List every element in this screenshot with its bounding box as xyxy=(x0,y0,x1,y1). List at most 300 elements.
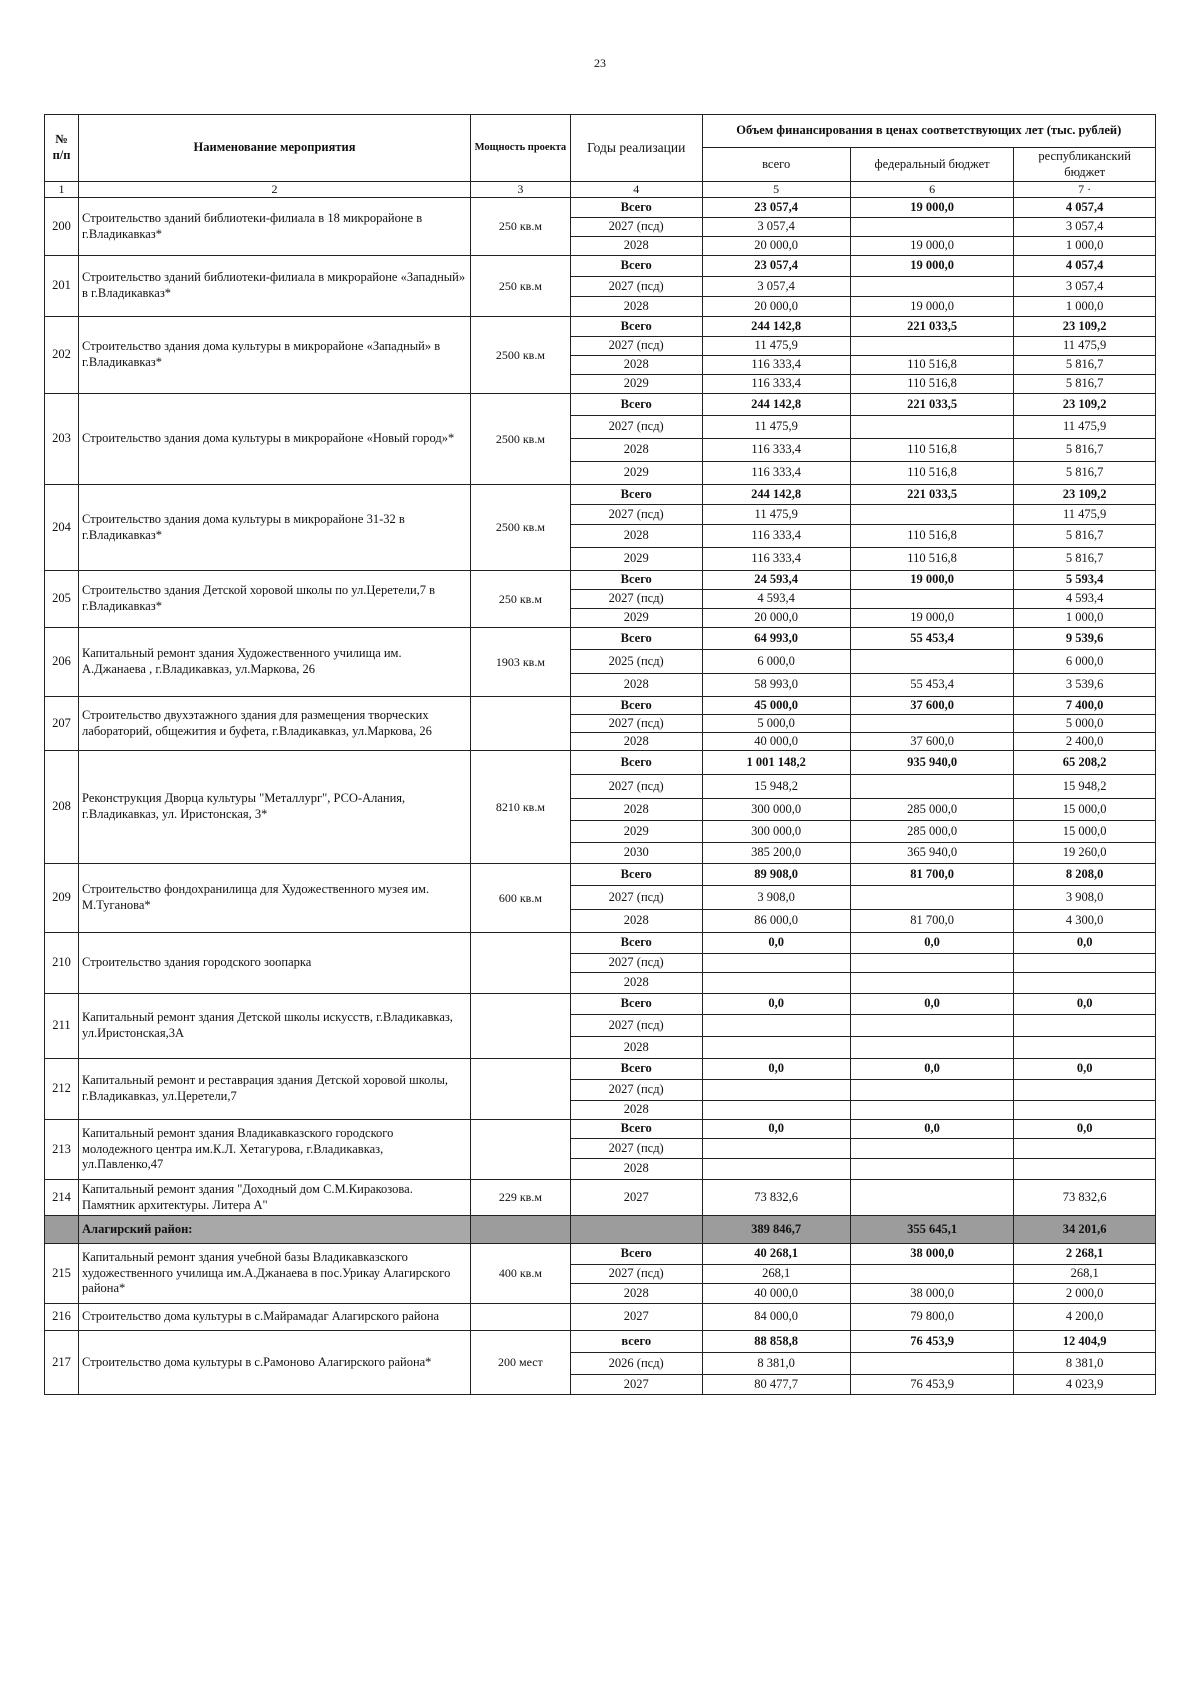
cell-total: 3 057,4 xyxy=(702,218,850,237)
table-row xyxy=(45,1059,1156,1080)
row-number: 200 xyxy=(45,198,79,256)
cell-federal xyxy=(850,416,1014,439)
cell-federal: 110 516,8 xyxy=(850,439,1014,462)
page-number: 23 xyxy=(594,56,606,70)
row-capacity: 2500 кв.м xyxy=(470,394,570,485)
row-name: Строительство здания дома культуры в микрорайоне 31-32 в г.Владикавказ* xyxy=(79,485,471,571)
cell-republic: 11 475,9 xyxy=(1014,505,1156,525)
cell-republic: 65 208,2 xyxy=(1014,751,1156,775)
cell-total: 24 593,4 xyxy=(702,571,850,590)
cell-federal xyxy=(850,1080,1014,1101)
cell-federal: 110 516,8 xyxy=(850,548,1014,571)
row-number: 211 xyxy=(45,994,79,1059)
cell-republic: 15 000,0 xyxy=(1014,799,1156,821)
table-row xyxy=(45,1304,1156,1331)
cell-federal: 37 600,0 xyxy=(850,697,1014,715)
row-capacity: 2500 кв.м xyxy=(470,485,570,571)
cell-republic: 0,0 xyxy=(1014,994,1156,1015)
cell-total: 73 832,6 xyxy=(702,1180,850,1216)
cell-republic xyxy=(1014,1080,1156,1101)
row-capacity: 250 кв.м xyxy=(470,571,570,628)
cell-federal xyxy=(850,954,1014,973)
cell-total: 5 000,0 xyxy=(702,715,850,733)
col-index-3: 3 xyxy=(470,182,570,198)
cell-total: 80 477,7 xyxy=(702,1375,850,1395)
header-republic: республиканский бюджет xyxy=(1014,148,1156,182)
cell-total: 116 333,4 xyxy=(702,356,850,375)
cell-federal: 935 940,0 xyxy=(850,751,1014,775)
cell-federal: 110 516,8 xyxy=(850,462,1014,485)
header-total: всего xyxy=(702,148,850,182)
cell-republic: 6 000,0 xyxy=(1014,650,1156,674)
cell-total: 3 057,4 xyxy=(702,277,850,297)
cell-total xyxy=(702,954,850,973)
cell-total: 0,0 xyxy=(702,1120,850,1139)
cell-total: 20 000,0 xyxy=(702,609,850,628)
row-name: Строительство дома культуры в с.Рамоново Алагирского района* xyxy=(79,1331,471,1395)
cell-year: 2028 xyxy=(570,733,702,751)
cell-total: 300 000,0 xyxy=(702,821,850,843)
cell-year: 2029 xyxy=(570,609,702,628)
cell-year: 2029 xyxy=(570,548,702,571)
cell-republic xyxy=(1014,1015,1156,1037)
table-row xyxy=(45,864,1156,886)
cell-year: 2029 xyxy=(570,375,702,394)
table-row xyxy=(45,1331,1156,1353)
row-number: 212 xyxy=(45,1059,79,1120)
cell-total: 45 000,0 xyxy=(702,697,850,715)
cell-republic: 73 832,6 xyxy=(1014,1180,1156,1216)
cell-total: 0,0 xyxy=(702,994,850,1015)
cell-federal xyxy=(850,1180,1014,1216)
cell-republic: 5 816,7 xyxy=(1014,548,1156,571)
cell-total: 64 993,0 xyxy=(702,628,850,650)
cell-year: 2028 xyxy=(570,1101,702,1120)
cell-federal: 110 516,8 xyxy=(850,356,1014,375)
cell-total: 116 333,4 xyxy=(702,462,850,485)
col-index-7: 7 · xyxy=(1014,182,1156,198)
table-row xyxy=(45,697,1156,715)
cell-republic: 11 475,9 xyxy=(1014,416,1156,439)
row-capacity: 200 мест xyxy=(470,1331,570,1395)
cell-year: 2028 xyxy=(570,356,702,375)
table-row xyxy=(45,1244,1156,1265)
cell-republic: 8 208,0 xyxy=(1014,864,1156,886)
row-number: 216 xyxy=(45,1304,79,1331)
cell-federal: 0,0 xyxy=(850,1120,1014,1139)
cell-republic: 15 948,2 xyxy=(1014,775,1156,799)
cell-year: Всего xyxy=(570,317,702,337)
cell-federal: 76 453,9 xyxy=(850,1331,1014,1353)
cell-year: 2027 (псд) xyxy=(570,590,702,609)
cell-year: 2027 (псд) xyxy=(570,954,702,973)
cell-republic xyxy=(1014,1037,1156,1059)
cell-year: 2028 xyxy=(570,439,702,462)
cell-federal: 0,0 xyxy=(850,994,1014,1015)
cell-republic xyxy=(1014,1159,1156,1180)
cell-federal: 19 000,0 xyxy=(850,237,1014,256)
cell-republic xyxy=(1014,1139,1156,1159)
cell-federal xyxy=(850,1139,1014,1159)
col-index-5: 5 xyxy=(702,182,850,198)
cell-year: Всего xyxy=(570,864,702,886)
cell-total xyxy=(702,1159,850,1180)
cell-republic: 2 000,0 xyxy=(1014,1284,1156,1304)
row-name: Строительство фондохранилища для Художественного музея им. М.Туганова* xyxy=(79,864,471,933)
district-row xyxy=(45,1216,1156,1244)
cell-federal: 221 033,5 xyxy=(850,394,1014,416)
cell-republic: 1 000,0 xyxy=(1014,297,1156,317)
cell-federal xyxy=(850,1101,1014,1120)
cell-year: Всего xyxy=(570,751,702,775)
district-capacity xyxy=(470,1216,570,1244)
header-funding: Объем финансирования в ценах соответствующих лет (тыс. рублей) xyxy=(702,115,1155,148)
cell-total: 8 381,0 xyxy=(702,1353,850,1375)
cell-year: Всего xyxy=(570,394,702,416)
cell-republic: 5 816,7 xyxy=(1014,375,1156,394)
row-number: 203 xyxy=(45,394,79,485)
cell-federal: 0,0 xyxy=(850,1059,1014,1080)
cell-federal xyxy=(850,715,1014,733)
district-num xyxy=(45,1216,79,1244)
cell-year: 2027 (псд) xyxy=(570,886,702,910)
row-number: 217 xyxy=(45,1331,79,1395)
cell-republic: 0,0 xyxy=(1014,1120,1156,1139)
cell-republic: 3 908,0 xyxy=(1014,886,1156,910)
header-num: № п/п xyxy=(45,115,79,182)
cell-year: 2027 (псд) xyxy=(570,505,702,525)
table-row xyxy=(45,994,1156,1015)
cell-republic: 4 300,0 xyxy=(1014,910,1156,933)
cell-federal xyxy=(850,775,1014,799)
cell-federal xyxy=(850,277,1014,297)
cell-year: 2027 (псд) xyxy=(570,775,702,799)
cell-year: 2028 xyxy=(570,525,702,548)
cell-federal xyxy=(850,1159,1014,1180)
row-capacity: 600 кв.м xyxy=(470,864,570,933)
cell-republic: 5 593,4 xyxy=(1014,571,1156,590)
cell-year: 2028 xyxy=(570,297,702,317)
cell-year: 2027 xyxy=(570,1304,702,1331)
cell-year: 2027 (псд) xyxy=(570,277,702,297)
cell-total: 116 333,4 xyxy=(702,548,850,571)
cell-federal xyxy=(850,886,1014,910)
row-number: 204 xyxy=(45,485,79,571)
cell-federal xyxy=(850,1015,1014,1037)
cell-total: 23 057,4 xyxy=(702,256,850,277)
row-capacity xyxy=(470,994,570,1059)
row-name: Капитальный ремонт здания Художественного училища им. А.Джанаева , г.Владикавказ, ул.Маркова, 26 xyxy=(79,628,471,697)
cell-republic: 268,1 xyxy=(1014,1265,1156,1284)
cell-total: 40 000,0 xyxy=(702,1284,850,1304)
cell-total: 244 142,8 xyxy=(702,485,850,505)
cell-total xyxy=(702,1015,850,1037)
row-name: Строительство здания дома культуры в микрорайоне «Западный» в г.Владикавказ* xyxy=(79,317,471,394)
cell-federal: 19 000,0 xyxy=(850,198,1014,218)
cell-federal xyxy=(850,1353,1014,1375)
cell-year: 2028 xyxy=(570,674,702,697)
cell-federal xyxy=(850,218,1014,237)
cell-year: Всего xyxy=(570,628,702,650)
financing-table xyxy=(44,114,1156,1395)
row-number: 213 xyxy=(45,1120,79,1180)
cell-year: 2027 (псд) xyxy=(570,416,702,439)
cell-total: 6 000,0 xyxy=(702,650,850,674)
cell-federal: 19 000,0 xyxy=(850,297,1014,317)
cell-total: 15 948,2 xyxy=(702,775,850,799)
row-capacity: 8210 кв.м xyxy=(470,751,570,864)
cell-republic: 3 057,4 xyxy=(1014,277,1156,297)
cell-federal: 110 516,8 xyxy=(850,375,1014,394)
row-number: 214 xyxy=(45,1180,79,1216)
cell-republic: 7 400,0 xyxy=(1014,697,1156,715)
cell-republic: 23 109,2 xyxy=(1014,317,1156,337)
cell-republic: 4 023,9 xyxy=(1014,1375,1156,1395)
district-republic: 34 201,6 xyxy=(1014,1216,1156,1244)
row-name: Строительство дома культуры в с.Майрамадаг Алагирского района xyxy=(79,1304,471,1331)
row-number: 209 xyxy=(45,864,79,933)
cell-total xyxy=(702,973,850,994)
cell-republic: 4 057,4 xyxy=(1014,198,1156,218)
row-number: 207 xyxy=(45,697,79,751)
table-row xyxy=(45,1120,1156,1139)
cell-federal: 221 033,5 xyxy=(850,317,1014,337)
cell-year: 2028 xyxy=(570,799,702,821)
cell-republic: 5 816,7 xyxy=(1014,356,1156,375)
cell-total xyxy=(702,1037,850,1059)
cell-year: 2027 (псд) xyxy=(570,1080,702,1101)
cell-republic: 4 057,4 xyxy=(1014,256,1156,277)
cell-republic: 1 000,0 xyxy=(1014,609,1156,628)
row-number: 206 xyxy=(45,628,79,697)
row-name: Реконструкция Дворца культуры "Металлург", РСО-Алания, г.Владикавказ, ул. Иристонская, 3* xyxy=(79,751,471,864)
cell-republic: 1 000,0 xyxy=(1014,237,1156,256)
cell-total: 116 333,4 xyxy=(702,525,850,548)
cell-republic xyxy=(1014,973,1156,994)
cell-total: 116 333,4 xyxy=(702,375,850,394)
row-name: Строительство здания дома культуры в микрорайоне «Новый город»* xyxy=(79,394,471,485)
cell-year: 2030 xyxy=(570,843,702,864)
table-row xyxy=(45,751,1156,775)
cell-federal: 0,0 xyxy=(850,933,1014,954)
cell-republic: 5 816,7 xyxy=(1014,439,1156,462)
row-name: Капитальный ремонт здания "Доходный дом С.М.Киракозова. Памятник архитектуры. Литера А" xyxy=(79,1180,471,1216)
row-capacity: 400 кв.м xyxy=(470,1244,570,1304)
cell-total: 1 001 148,2 xyxy=(702,751,850,775)
cell-republic: 5 000,0 xyxy=(1014,715,1156,733)
cell-federal: 38 000,0 xyxy=(850,1244,1014,1265)
row-number: 215 xyxy=(45,1244,79,1304)
cell-total: 3 908,0 xyxy=(702,886,850,910)
cell-federal: 19 000,0 xyxy=(850,609,1014,628)
row-capacity xyxy=(470,933,570,994)
cell-federal: 81 700,0 xyxy=(850,910,1014,933)
cell-republic: 11 475,9 xyxy=(1014,337,1156,356)
cell-year: 2026 (псд) xyxy=(570,1353,702,1375)
cell-republic: 9 539,6 xyxy=(1014,628,1156,650)
row-name: Капитальный ремонт здания Владикавказского городского молодежного центра им.К.Л. Хетагурова, г.Владикавказ, ул.Павленко,47 xyxy=(79,1120,471,1180)
cell-total: 0,0 xyxy=(702,933,850,954)
cell-republic: 5 816,7 xyxy=(1014,525,1156,548)
cell-year: 2027 (псд) xyxy=(570,1265,702,1284)
row-capacity: 250 кв.м xyxy=(470,256,570,317)
cell-year: 2027 (псд) xyxy=(570,218,702,237)
row-number: 210 xyxy=(45,933,79,994)
cell-total xyxy=(702,1080,850,1101)
cell-federal: 79 800,0 xyxy=(850,1304,1014,1331)
cell-federal: 55 453,4 xyxy=(850,628,1014,650)
cell-republic: 23 109,2 xyxy=(1014,394,1156,416)
cell-year: всего xyxy=(570,1331,702,1353)
cell-federal: 37 600,0 xyxy=(850,733,1014,751)
cell-republic: 2 268,1 xyxy=(1014,1244,1156,1265)
table-body xyxy=(45,198,1156,1395)
row-capacity: 1903 кв.м xyxy=(470,628,570,697)
col-index-4: 4 xyxy=(570,182,702,198)
row-capacity xyxy=(470,1059,570,1120)
row-name: Строительство здания Детской хоровой школы по ул.Церетели,7 в г.Владикавказ* xyxy=(79,571,471,628)
cell-year: 2027 (псд) xyxy=(570,1139,702,1159)
cell-federal: 55 453,4 xyxy=(850,674,1014,697)
cell-federal xyxy=(850,650,1014,674)
table-row xyxy=(45,198,1156,218)
header-capacity: Мощность проекта xyxy=(470,115,570,182)
header-years: Годы реализации xyxy=(570,115,702,182)
cell-year: 2025 (псд) xyxy=(570,650,702,674)
cell-republic: 12 404,9 xyxy=(1014,1331,1156,1353)
cell-total: 300 000,0 xyxy=(702,799,850,821)
cell-total: 11 475,9 xyxy=(702,505,850,525)
cell-year: 2027 (псд) xyxy=(570,337,702,356)
row-number: 202 xyxy=(45,317,79,394)
row-capacity: 250 кв.м xyxy=(470,198,570,256)
cell-federal xyxy=(850,505,1014,525)
cell-total: 11 475,9 xyxy=(702,337,850,356)
row-capacity: 229 кв.м xyxy=(470,1180,570,1216)
cell-total: 89 908,0 xyxy=(702,864,850,886)
cell-federal: 285 000,0 xyxy=(850,799,1014,821)
cell-total: 40 000,0 xyxy=(702,733,850,751)
row-number: 208 xyxy=(45,751,79,864)
district-name: Алагирский район: xyxy=(79,1216,471,1244)
table-row xyxy=(45,485,1156,505)
cell-year: 2028 xyxy=(570,973,702,994)
cell-year: 2028 xyxy=(570,1284,702,1304)
cell-federal: 110 516,8 xyxy=(850,525,1014,548)
table-row xyxy=(45,628,1156,650)
cell-year: 2027 xyxy=(570,1375,702,1395)
cell-total: 385 200,0 xyxy=(702,843,850,864)
row-name: Строительство зданий библиотеки-филиала в микрорайоне «Западный» в г.Владикавказ* xyxy=(79,256,471,317)
cell-year: 2028 xyxy=(570,1037,702,1059)
row-capacity xyxy=(470,697,570,751)
cell-year: Всего xyxy=(570,1244,702,1265)
cell-year: 2027 (псд) xyxy=(570,1015,702,1037)
row-name: Строительство зданий библиотеки-филиала в 18 микрорайоне в г.Владикавказ* xyxy=(79,198,471,256)
cell-total: 244 142,8 xyxy=(702,394,850,416)
cell-republic: 8 381,0 xyxy=(1014,1353,1156,1375)
cell-year: 2028 xyxy=(570,237,702,256)
cell-federal: 221 033,5 xyxy=(850,485,1014,505)
cell-year: Всего xyxy=(570,256,702,277)
cell-year: Всего xyxy=(570,697,702,715)
cell-year: 2027 xyxy=(570,1180,702,1216)
table-row xyxy=(45,1180,1156,1216)
cell-year: 2028 xyxy=(570,1159,702,1180)
cell-total: 116 333,4 xyxy=(702,439,850,462)
cell-year: Всего xyxy=(570,1120,702,1139)
cell-republic: 4 593,4 xyxy=(1014,590,1156,609)
cell-year: Всего xyxy=(570,485,702,505)
cell-federal: 19 000,0 xyxy=(850,571,1014,590)
header-name: Наименование мероприятия xyxy=(79,115,471,182)
cell-total: 11 475,9 xyxy=(702,416,850,439)
cell-year: Всего xyxy=(570,198,702,218)
district-years xyxy=(570,1216,702,1244)
cell-republic: 23 109,2 xyxy=(1014,485,1156,505)
cell-republic: 19 260,0 xyxy=(1014,843,1156,864)
row-capacity: 2500 кв.м xyxy=(470,317,570,394)
cell-total: 4 593,4 xyxy=(702,590,850,609)
cell-federal xyxy=(850,590,1014,609)
cell-total: 88 858,8 xyxy=(702,1331,850,1353)
table-row xyxy=(45,317,1156,337)
district-federal: 355 645,1 xyxy=(850,1216,1014,1244)
cell-total: 40 268,1 xyxy=(702,1244,850,1265)
cell-year: Всего xyxy=(570,571,702,590)
row-capacity xyxy=(470,1304,570,1331)
row-name: Капитальный ремонт здания учебной базы Владикавказского художественного училища им.А.Джанаева в пос.Урикау Алагирского района* xyxy=(79,1244,471,1304)
cell-year: Всего xyxy=(570,933,702,954)
cell-republic: 3 539,6 xyxy=(1014,674,1156,697)
cell-total: 20 000,0 xyxy=(702,237,850,256)
cell-federal xyxy=(850,337,1014,356)
cell-republic: 3 057,4 xyxy=(1014,218,1156,237)
cell-total xyxy=(702,1139,850,1159)
cell-federal xyxy=(850,1037,1014,1059)
row-name: Капитальный ремонт и реставрация здания Детской хоровой школы, г.Владикавказ, ул.Церетели,7 xyxy=(79,1059,471,1120)
col-index-1: 1 xyxy=(45,182,79,198)
cell-year: 2029 xyxy=(570,462,702,485)
cell-republic: 15 000,0 xyxy=(1014,821,1156,843)
cell-republic xyxy=(1014,1101,1156,1120)
row-name: Капитальный ремонт здания Детской школы искусств, г.Владикавказ, ул.Иристонская,3А xyxy=(79,994,471,1059)
row-name: Строительство двухэтажного здания для размещения творческих лабораторий, общежития и буфета, г.Владикавказ, ул.Маркова, 26 xyxy=(79,697,471,751)
row-number: 205 xyxy=(45,571,79,628)
col-index-2: 2 xyxy=(79,182,471,198)
cell-federal: 285 000,0 xyxy=(850,821,1014,843)
cell-total: 268,1 xyxy=(702,1265,850,1284)
col-index-6: 6 xyxy=(850,182,1014,198)
cell-year: 2028 xyxy=(570,910,702,933)
cell-year: 2027 (псд) xyxy=(570,715,702,733)
cell-federal: 365 940,0 xyxy=(850,843,1014,864)
cell-federal xyxy=(850,973,1014,994)
cell-total: 58 993,0 xyxy=(702,674,850,697)
cell-total: 86 000,0 xyxy=(702,910,850,933)
cell-year: 2029 xyxy=(570,821,702,843)
cell-republic xyxy=(1014,954,1156,973)
table-row xyxy=(45,933,1156,954)
cell-total: 244 142,8 xyxy=(702,317,850,337)
cell-year: Всего xyxy=(570,994,702,1015)
cell-federal: 76 453,9 xyxy=(850,1375,1014,1395)
row-capacity xyxy=(470,1120,570,1180)
cell-total xyxy=(702,1101,850,1120)
row-name: Строительство здания городского зоопарка xyxy=(79,933,471,994)
cell-republic: 0,0 xyxy=(1014,1059,1156,1080)
cell-total: 84 000,0 xyxy=(702,1304,850,1331)
